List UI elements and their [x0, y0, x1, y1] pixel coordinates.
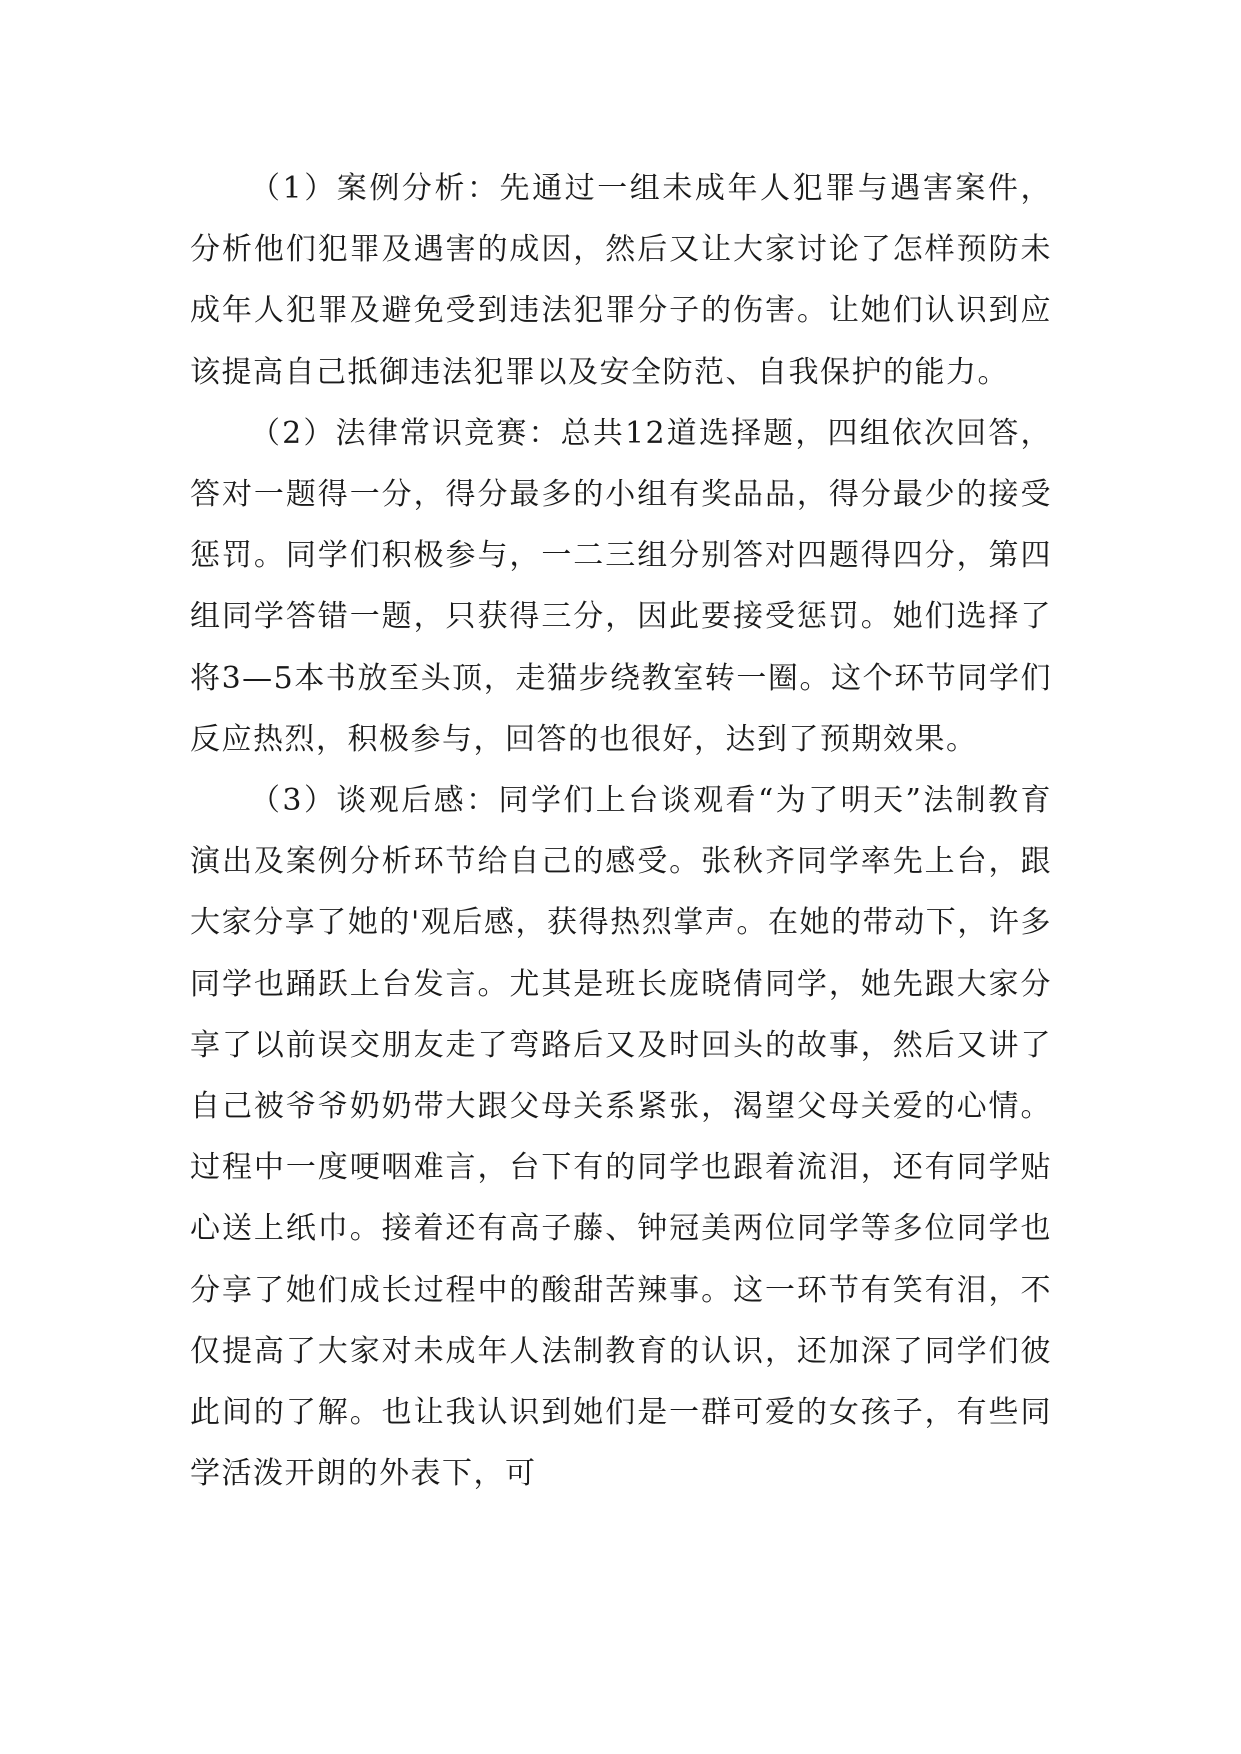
document-body — [190, 158, 1052, 1504]
paragraph-reflections: （3）谈观后感：同学们上台谈观看“为了明天”法制教育演出及案例分析环节给自己的感受。张秋齐同学率先上台，跟大家分享了她的'观后感，获得热烈掌声。在她的带动下，许多同学也踊跃上台发言。尤其是班长庞晓倩同学，她先跟大家分享了以前误交朋友走了弯路后又及时回头的故事，然后又讲了自己被爷爷奶奶带大跟父母关系紧张，渴望父母关爱的心情。过程中一度哽咽难言，台下有的同学也跟着流泪，还有同学贴心送上纸巾。接着还有高子藤、钟冠美两位同学等多位同学也分享了她们成长过程中的酸甜苦辣事。这一环节有笑有泪，不仅提高了大家对未成年人法制教育的认识，还加深了同学们彼此间的了解。也让我认识到她们是一群可爱的女孩子，有些同学活泼开朗的外表下，可 — [190, 783, 1052, 1492]
paragraph-case-analysis: （1）案例分析：先通过一组未成年人犯罪与遇害案件，分析他们犯罪及遇害的成因，然后又让大家讨论了怎样预防未成年人犯罪及避免受到违法犯罪分子的伤害。让她们认识到应该提高自己抵御违法犯罪以及安全防范、自我保护的能力。 — [190, 171, 1052, 390]
paragraph-law-quiz: （2）法律常识竞赛：总共12道选择题，四组依次回答，答对一题得一分，得分最多的小组有奖品品，得分最少的接受惩罚。同学们积极参与，一二三组分别答对四题得四分，第四组同学答错一题，只获得三分，因此要接受惩罚。她们选择了将3—5本书放至头顶，走猫步绕教室转一圈。这个环节同学们反应热烈，积极参与，回答的也很好，达到了预期效果。 — [190, 415, 1052, 757]
